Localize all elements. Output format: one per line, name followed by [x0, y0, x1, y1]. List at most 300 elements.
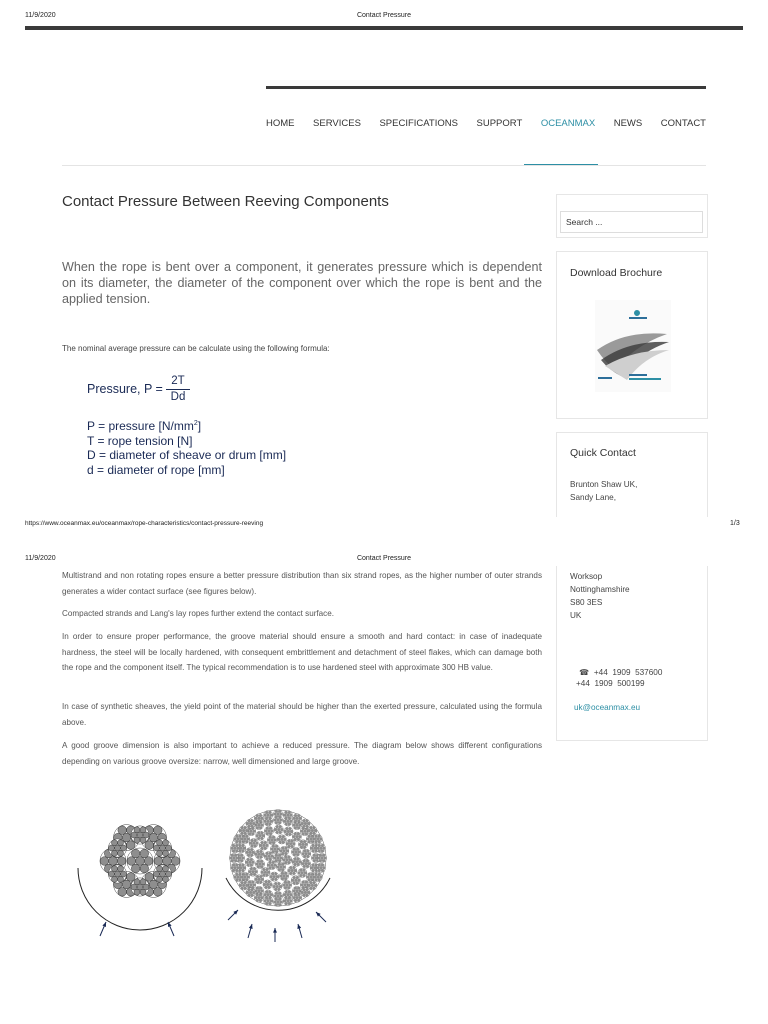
nav-support[interactable]: SUPPORT [476, 117, 523, 129]
wire [249, 822, 252, 825]
wire [268, 890, 271, 893]
wire [259, 875, 262, 878]
wire [237, 847, 240, 850]
wire [286, 893, 289, 896]
wire [304, 891, 307, 894]
wire [301, 862, 304, 865]
wire [268, 822, 271, 825]
wire [276, 856, 279, 859]
wire [318, 864, 321, 867]
wire [246, 891, 249, 894]
wire [256, 834, 259, 837]
wire [255, 853, 258, 856]
wire [324, 856, 327, 859]
wire [298, 850, 301, 853]
wire [315, 873, 318, 876]
wire [273, 875, 276, 878]
wire [259, 826, 262, 829]
wire [253, 830, 256, 833]
nav-top-rule [266, 86, 706, 89]
wire [239, 829, 242, 832]
wire [264, 880, 267, 883]
wire [265, 873, 268, 876]
wire [287, 845, 290, 848]
wire [268, 816, 271, 819]
wire [288, 811, 291, 814]
wire [283, 893, 286, 896]
wire [245, 829, 248, 832]
wire [314, 884, 317, 887]
wire [314, 829, 317, 832]
wire [316, 837, 319, 840]
wire [261, 889, 264, 892]
wire [156, 840, 162, 846]
wire [308, 884, 311, 887]
wire [273, 812, 276, 815]
wire [273, 856, 276, 859]
wire [284, 877, 287, 880]
wire [273, 864, 276, 867]
wire [279, 885, 282, 888]
wire [274, 828, 277, 831]
wire [273, 894, 276, 897]
wire [303, 830, 306, 833]
wire [302, 881, 305, 884]
paragraph: A good groove dimension is also important to achieve a reduced pressure. The diagram below shows different configurations depending on various groove oversize: narrow, well dimensioned and large groove. [62, 741, 542, 766]
wire [258, 853, 261, 856]
wire [315, 840, 318, 843]
wire [231, 859, 234, 862]
print-url: https://www.oceanmax.eu/oceanmax/rope-characteristics/contact-pressure-reeving [25, 520, 264, 527]
wire [295, 889, 298, 892]
wire [238, 835, 241, 838]
wire [308, 840, 311, 843]
wire [127, 873, 136, 882]
wire [303, 855, 306, 858]
wire [251, 861, 254, 864]
wire [273, 900, 276, 903]
wire [303, 859, 306, 862]
wire [284, 861, 287, 864]
wire [284, 856, 287, 859]
wire [321, 869, 324, 872]
wire [260, 865, 263, 868]
wire [264, 871, 267, 874]
wire [299, 874, 302, 877]
wire [301, 871, 304, 874]
wire [111, 866, 117, 872]
wire [274, 872, 277, 875]
wire [313, 854, 316, 857]
wire [242, 829, 245, 832]
wire [283, 865, 286, 868]
wire [277, 888, 280, 891]
wire [287, 856, 290, 859]
wire [250, 830, 253, 833]
wire [292, 872, 295, 875]
wire [294, 819, 297, 822]
wire [286, 842, 289, 845]
wire [297, 863, 300, 866]
wire [255, 862, 258, 865]
wire [299, 817, 302, 820]
wire [296, 853, 299, 856]
wire [243, 847, 246, 850]
wire [294, 838, 297, 841]
wire [259, 899, 262, 902]
wire [259, 855, 262, 858]
wire [264, 829, 267, 832]
nav-specifications[interactable]: SPECIFICATIONS [379, 117, 458, 129]
wire [308, 878, 311, 881]
wire [131, 849, 140, 858]
wire [265, 811, 268, 814]
wire [269, 883, 272, 886]
wire [299, 896, 302, 899]
wire [268, 886, 271, 889]
legend-sheave-diameter: D = diameter of sheave or drum [mm] [87, 448, 287, 462]
wire [305, 825, 308, 828]
wire [144, 857, 153, 866]
nav-services[interactable]: SERVICES [313, 117, 361, 129]
wire [296, 896, 299, 899]
wire [275, 810, 278, 813]
wire [308, 835, 311, 838]
wire [109, 857, 118, 866]
wire [267, 829, 270, 832]
wire [118, 888, 127, 897]
wire [276, 865, 279, 868]
wire [305, 852, 308, 855]
wire [291, 840, 294, 843]
wire [278, 898, 281, 901]
wire [269, 827, 272, 830]
wire [249, 851, 252, 854]
wire [305, 819, 308, 822]
wire [241, 869, 244, 872]
print-title: Contact Pressure [356, 555, 412, 562]
wire [257, 817, 260, 820]
wire [306, 875, 309, 878]
wire [285, 816, 288, 819]
wire [319, 876, 322, 879]
wire [237, 876, 240, 879]
wire [312, 849, 315, 852]
wire [111, 840, 117, 846]
wire [308, 852, 311, 855]
wire [275, 821, 278, 824]
wire [270, 899, 273, 902]
wire [242, 856, 245, 859]
wire [267, 855, 270, 858]
wire [283, 849, 286, 852]
phone-icon: ☎ [579, 668, 590, 678]
wire [268, 880, 271, 883]
nav-contact[interactable]: CONTACT [660, 117, 706, 129]
wire [275, 815, 278, 818]
wire [251, 888, 254, 891]
wire [292, 896, 295, 899]
address-line: S80 3ES [570, 598, 603, 607]
wire [288, 897, 291, 900]
wire [127, 841, 136, 850]
address-line: Sandy Lane, [570, 493, 616, 502]
wire [269, 836, 272, 839]
wire [272, 861, 275, 864]
wire [292, 860, 295, 863]
wire [322, 847, 325, 850]
wire [235, 849, 238, 852]
wire [260, 817, 263, 820]
brochure-widget [556, 251, 708, 419]
print-header-rule [25, 26, 743, 30]
wire [284, 872, 287, 875]
wire [267, 893, 270, 896]
wire [302, 819, 305, 822]
wire [307, 862, 310, 865]
wire [240, 876, 243, 879]
wire [246, 822, 249, 825]
wire [275, 850, 278, 853]
wire [311, 856, 314, 859]
wire [140, 864, 149, 873]
wire [285, 827, 288, 830]
wire [266, 852, 269, 855]
wire [318, 878, 321, 881]
wire [300, 840, 303, 843]
wire [234, 859, 237, 862]
wire [307, 822, 310, 825]
wire [245, 851, 248, 854]
fraction-bar [166, 389, 190, 390]
wire [100, 857, 109, 866]
wire [255, 870, 258, 873]
wire [288, 890, 291, 893]
wire [309, 887, 312, 890]
wire [293, 853, 296, 856]
wire [242, 884, 245, 887]
wire [262, 862, 265, 865]
formula-equation [87, 375, 287, 405]
wire [288, 833, 291, 836]
wire [298, 860, 301, 863]
wire [276, 825, 279, 828]
wire [294, 899, 297, 902]
wire [303, 850, 306, 853]
wire [292, 835, 295, 838]
wire [232, 849, 235, 852]
wire [253, 867, 256, 870]
wire [287, 861, 290, 864]
wire [282, 835, 285, 838]
wire [254, 839, 257, 842]
wire [294, 869, 297, 872]
wire [267, 838, 270, 841]
nav-home[interactable]: HOME [266, 117, 295, 129]
wire [278, 821, 281, 824]
wire [256, 899, 259, 902]
wire [291, 850, 294, 853]
wire [305, 843, 308, 846]
wire [256, 826, 259, 829]
wire [296, 848, 299, 851]
wire [292, 817, 295, 820]
wire [288, 822, 291, 825]
wire [286, 883, 289, 886]
print-date: 11/9/2020 [25, 555, 56, 562]
wire [250, 867, 253, 870]
wire [262, 834, 265, 837]
wire [264, 899, 267, 902]
wire [149, 833, 158, 842]
legend-tension: T = rope tension [N] [87, 433, 193, 448]
wire [261, 853, 264, 856]
wire [163, 840, 169, 846]
wire [277, 882, 280, 885]
wire [238, 856, 241, 859]
wire [318, 835, 321, 838]
wire [248, 881, 251, 884]
wire [280, 818, 283, 821]
wire [318, 869, 321, 872]
wire [251, 894, 254, 897]
wire [273, 818, 276, 821]
wire [275, 903, 278, 906]
wire [270, 893, 273, 896]
wire [235, 835, 238, 838]
wire [149, 880, 158, 889]
wire [171, 857, 180, 866]
wire [294, 887, 297, 890]
wire [252, 822, 255, 825]
nav-oceanmax[interactable]: OCEANMAX [540, 117, 596, 129]
wire [244, 887, 247, 890]
wire [245, 840, 248, 843]
wire [270, 875, 273, 878]
wire [292, 889, 295, 892]
search-input[interactable]: Search ... [560, 211, 703, 233]
wire [302, 825, 305, 828]
wire [235, 864, 238, 867]
wire [304, 871, 307, 874]
wire [265, 844, 268, 847]
wire [319, 866, 322, 869]
nav-news[interactable]: NEWS [613, 117, 643, 129]
wire [319, 859, 322, 862]
wire [306, 859, 309, 862]
wire [241, 864, 244, 867]
wire [257, 896, 260, 899]
wire [278, 868, 281, 871]
wire [285, 811, 288, 814]
wire [298, 835, 301, 838]
wire [280, 894, 283, 897]
wire [287, 830, 290, 833]
wire [269, 866, 272, 869]
wire [280, 838, 283, 841]
wire [313, 876, 316, 879]
wire [258, 862, 261, 865]
wire [259, 893, 262, 896]
wire [276, 818, 279, 821]
wire [312, 844, 315, 847]
wire [265, 902, 268, 905]
wire [279, 874, 282, 877]
wire [256, 893, 259, 896]
brochure-cover-image[interactable] [595, 300, 671, 392]
wire [249, 842, 252, 845]
wire [250, 873, 253, 876]
wire [265, 890, 268, 893]
wire [286, 849, 289, 852]
phone-number: +44 1909 537600 [593, 668, 663, 678]
wire [250, 883, 253, 886]
wire [230, 866, 233, 869]
wire [299, 869, 302, 872]
wire [255, 842, 258, 845]
wire [311, 884, 314, 887]
wire [231, 854, 234, 857]
wire [285, 890, 288, 893]
wire [313, 859, 316, 862]
wire [298, 843, 301, 846]
wire [244, 881, 247, 884]
wire [297, 819, 300, 822]
wire [280, 849, 283, 852]
wire [264, 820, 267, 823]
wire [284, 881, 287, 884]
wire [276, 812, 279, 815]
wire [294, 832, 297, 835]
wire [247, 888, 250, 891]
wire [293, 881, 296, 884]
wire [297, 887, 300, 890]
wire [240, 859, 243, 862]
wire [254, 817, 257, 820]
wire [118, 826, 127, 835]
wire [230, 847, 233, 850]
wire [288, 869, 291, 872]
wire [287, 886, 290, 889]
wire [163, 850, 169, 856]
wire [297, 814, 300, 817]
wire [285, 833, 288, 836]
wire [298, 871, 301, 874]
wire [272, 845, 275, 848]
wire [276, 831, 279, 834]
wire [312, 832, 315, 835]
wire [306, 855, 309, 858]
email-link[interactable]: uk@oceanmax.eu [574, 703, 641, 712]
wire [321, 849, 324, 852]
wire [252, 842, 255, 845]
wire [247, 894, 250, 897]
wire [286, 899, 289, 902]
wire [261, 824, 264, 827]
wire [261, 841, 264, 844]
wire [248, 870, 251, 873]
wire [317, 856, 320, 859]
wire [276, 900, 279, 903]
wire [276, 875, 279, 878]
wire [314, 856, 317, 859]
wire [315, 835, 318, 838]
address-line: Worksop [570, 572, 603, 581]
wire [294, 893, 297, 896]
wire [310, 866, 313, 869]
wire [240, 847, 243, 850]
multistrand-rope-diagram [218, 808, 343, 943]
